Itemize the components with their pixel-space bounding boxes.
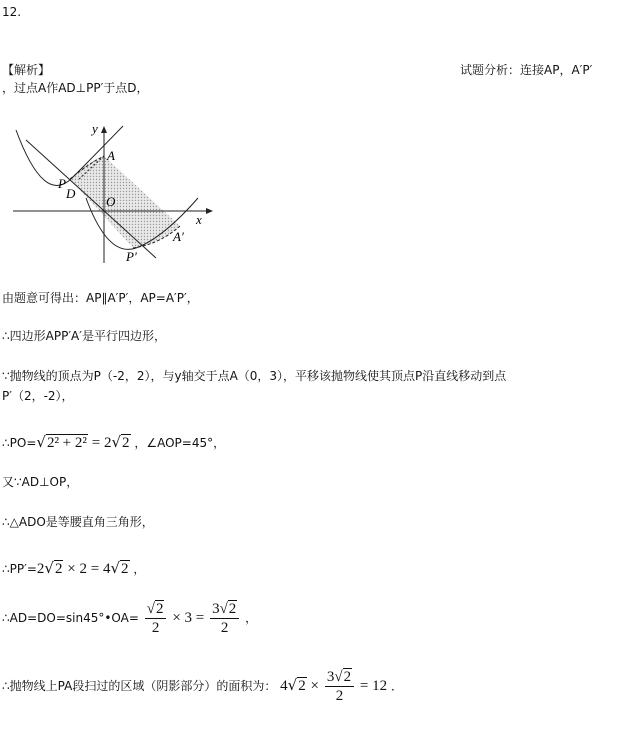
label-p-prime: P′ [126,249,137,264]
step-9-prefix: ∴抛物线上PA段扫过的区域（阴影部分）的面积为： [2,679,277,693]
step-9-suffix: ． [390,679,403,693]
sqrt-symbol: √ [287,676,298,694]
step-4-radicand: 2² + 2² [46,435,87,451]
step-9-times: × [310,678,320,694]
step-4-suffix: ，∠AOP=45°， [134,436,226,450]
step-9-radicand: 2 [298,678,306,694]
fraction-3sqrt2-over-2-area [325,668,354,705]
label-a: A [107,148,115,163]
sqrt-symbol: √ [219,601,228,617]
sqrt-symbol: √ [44,559,54,577]
step-9-coef: 4 [280,678,288,694]
step-8-f1-num: 2 [155,601,164,617]
fraction-3sqrt2-over-2 [210,600,239,637]
sqrt-symbol: √ [334,669,343,685]
step-8-times: × 3 = [172,610,205,626]
step-8-f1-den: 2 [151,620,160,636]
step-3-line-2: P′（2，-2）， [2,389,74,403]
sqrt-symbol: √ [36,433,46,451]
analysis-intro-right: 试题分析：连接AP，A′P′ [460,63,593,77]
step-1: 由题意可得出：AP∥A′P′，AP=A′P′， [2,291,199,305]
step-9-f-den: 2 [335,688,344,704]
step-6: ∴△ADO是等腰直角三角形， [2,515,154,529]
shaded-region [70,156,180,248]
step-9-eq: = 12 [359,678,388,694]
step-4-radicand-2: 2 [122,435,130,451]
step-7-suffix: ， [133,562,146,576]
step-7-radicand-2: 2 [121,561,129,577]
x-axis-arrow [206,208,213,214]
label-o: O [106,194,116,209]
fraction-sqrt2-over-2 [145,600,167,637]
step-8-suffix: ， [245,611,258,625]
step-4-prefix: ∴PO= [2,436,37,450]
step-7-coef: 2 [36,561,45,577]
label-y: y [92,121,98,136]
question-number: 12. [2,5,22,19]
label-a-prime: A′ [173,229,184,244]
step-4 [2,432,225,453]
step-2: ∴四边形APP′A′是平行四边形， [2,329,166,343]
step-5: 又∵AD⊥OP， [2,475,79,489]
parabola-figure [8,118,218,268]
sqrt-symbol: √ [111,433,122,451]
step-7-mid: × 2 = 4 [67,561,111,577]
label-x: x [196,212,202,227]
step-8-prefix: ∴AD=DO=sin45°•OA= [2,611,139,625]
analysis-label: 【解析】 [2,63,51,77]
step-3-line-1: ∵抛物线的顶点为P（-2，2），与y轴交于点A（0，3），平移该抛物线使其顶点P沿直线移动到点 [2,369,507,383]
analysis-intro-cont: ，过点A作AD⊥PP′于点D， [2,81,149,95]
label-d: D [66,186,76,201]
y-axis-arrow [101,126,107,133]
step-9-f-num-rad: 2 [343,669,352,685]
step-7-radicand: 2 [54,561,63,577]
step-8-f2-den: 2 [220,620,229,636]
step-4-eq: = 2 [91,435,112,451]
step-8-f2-num-a: 3 [212,601,220,617]
sqrt-symbol: √ [110,559,121,577]
step-7 [2,558,145,579]
step-9 [2,668,403,705]
step-8 [2,600,257,637]
label-p: P [58,176,66,191]
step-7-prefix: ∴PP′= [2,562,37,576]
step-8-f2-num-rad: 2 [228,601,237,617]
sqrt-symbol: √ [146,601,155,617]
step-9-f-num-a: 3 [326,669,335,685]
